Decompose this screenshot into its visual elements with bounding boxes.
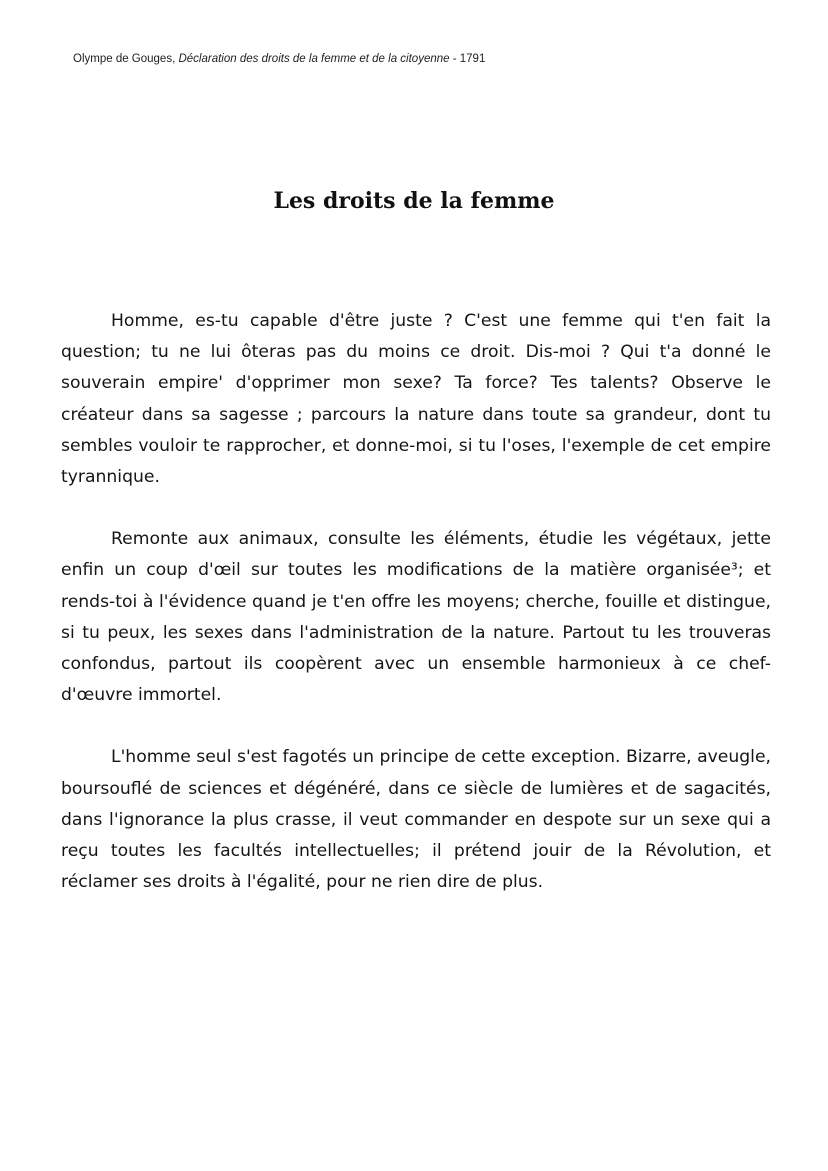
paragraph-1: Homme, es-tu capable d'être juste ? C'est une femme qui t'en fait la question; tu ne lui ôteras pas du moins ce droit. Dis-moi ? Qui t'a donné le souverain empire' d'opprimer mon sexe? Ta force? Tes talents? Observe le créateur dans sa sagesse ; parcours la nature dans toute sa grandeur, dont tu sembles vouloir te rapprocher, et donne-moi, si tu l'oses, l'exemple de cet empire tyrannique.	[61, 311, 771, 488]
header-author: Olympe de Gouges,	[73, 53, 176, 65]
header-work-title: Déclaration des droits de la femme et de la citoyenne	[178, 53, 450, 65]
paragraph-3: L'homme seul s'est fagotés un principe de cette exception. Bizarre, aveugle, boursouflé de sciences et dégénéré, dans ce siècle de lumières et de sagacités, dans l'ignorance la plus crasse, il veut commander en despote sur un sexe qui a reçu toutes les facultés intellectuelles; il prétend jouir de la Révolution, et réclamer ses droits à l'égalité, pour ne rien dire de plus.	[61, 747, 771, 893]
body-text	[61, 306, 771, 898]
running-header	[73, 51, 485, 67]
header-year: - 1791	[449, 53, 486, 65]
paragraph-2: Remonte aux animaux, consulte les éléments, étudie les végétaux, jette enfin un coup d'œil sur toutes les modifications de la matière organisée³; et rends-toi à l'évidence quand je t'en offre les moyens; cherche, fouille et distingue, si tu peux, les sexes dans l'administration de la nature. Partout tu les trouveras confondus, partout ils coopèrent avec un ensemble harmonieux à ce chef- d'œuvre immortel.	[61, 529, 771, 706]
page-title: Les droits de la femme	[273, 188, 555, 214]
